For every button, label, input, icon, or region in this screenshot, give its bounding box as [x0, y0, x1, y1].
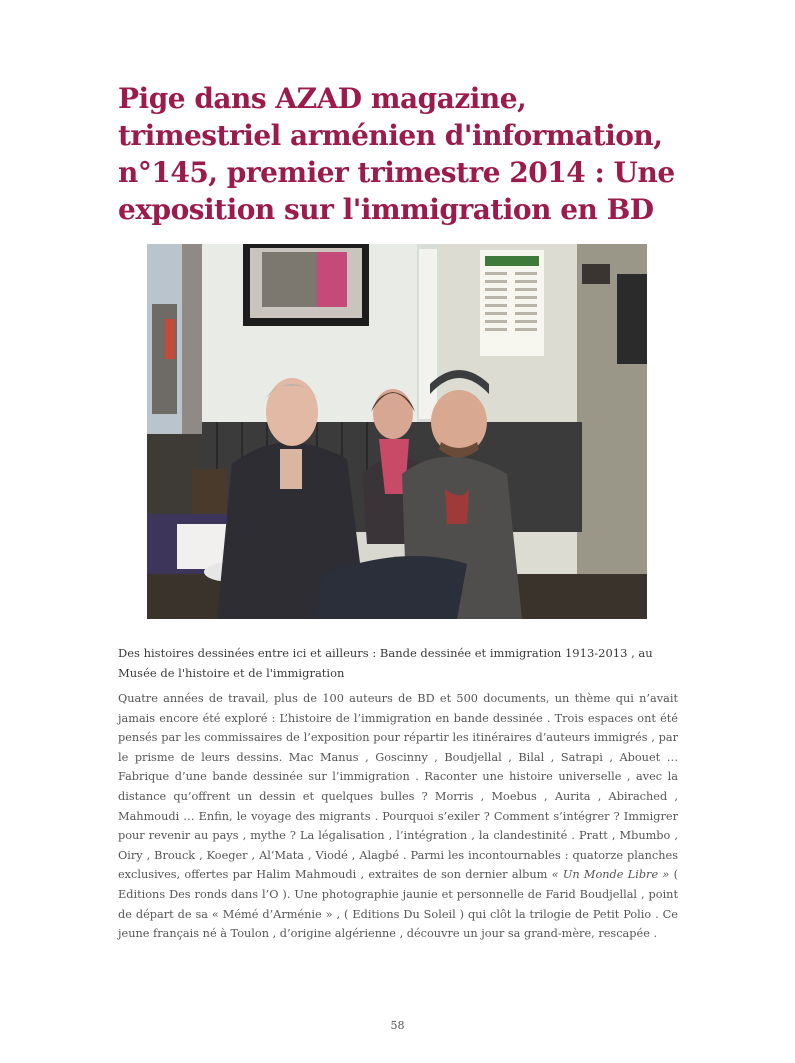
cafe-photo-illustration: [147, 244, 647, 619]
body-text-part-2: ( Editions Des ronds dans l’O ). Une photographie jaunie et personnelle de Farid Boudjellal , point de départ de sa « Mémé d’Arménie » , ( Editions Du Soleil ) qui clôt la trilogie de Petit Polio . Ce jeune français né à Toulon , d’origine algérienne , découvre un jour sa grand-mère, rescapée .: [118, 868, 678, 941]
body-text-part-1: Quatre années de travail, plus de 100 auteurs de BD et 500 documents, un thème qui n’avait jamais encore été exploré : L’histoire de l’immigration en bande dessinée . Trois espaces ont été pensés par les commissaires de l’exposition pour répartir les itinéraires d’auteurs immigrés , par le prisme de leurs dessins. Mac Manus , Goscinny , Boudjellal , Bilal , Satrapi , Abouet … Fabrique d’une bande dessinée sur l’immigration . Raconter une histoire universelle , avec la distance qu’offrent un dessin et quelques bulles ? Morris , Moebus , Aurita , Abirached , Mahmoudi … Enfin, le voyage des migrants . Pourquoi s’exiler ? Comment s’intégrer ? Immigrer pour revenir au pays , mythe ? La légalisation , l’intégration , la clandestinité . Pratt , Mbumbo , Oiry , Brouck , Koeger , Al’Mata , Viodé , Alagbé . Parmi les incontournables : quatorze planches exclusives, offertes par Halim Mahmoudi , extraites de son dernier album: [118, 692, 678, 882]
photo-caption: Des histoires dessinées entre ici et ailleurs : Bande dessinée et immigration 1913-2013 , au Musée de l'histoire et de l'immigration: [118, 646, 653, 680]
album-title: « Un Monde Libre »: [551, 868, 670, 882]
article-title: Pige dans AZAD magazine, trimestriel arménien d'information, n°145, premier trimestre 2014 : Une exposition sur l'immigration en BD: [118, 82, 675, 226]
article-body: [118, 689, 678, 944]
article-photo: [147, 244, 647, 619]
page-number: 58: [390, 1019, 405, 1032]
